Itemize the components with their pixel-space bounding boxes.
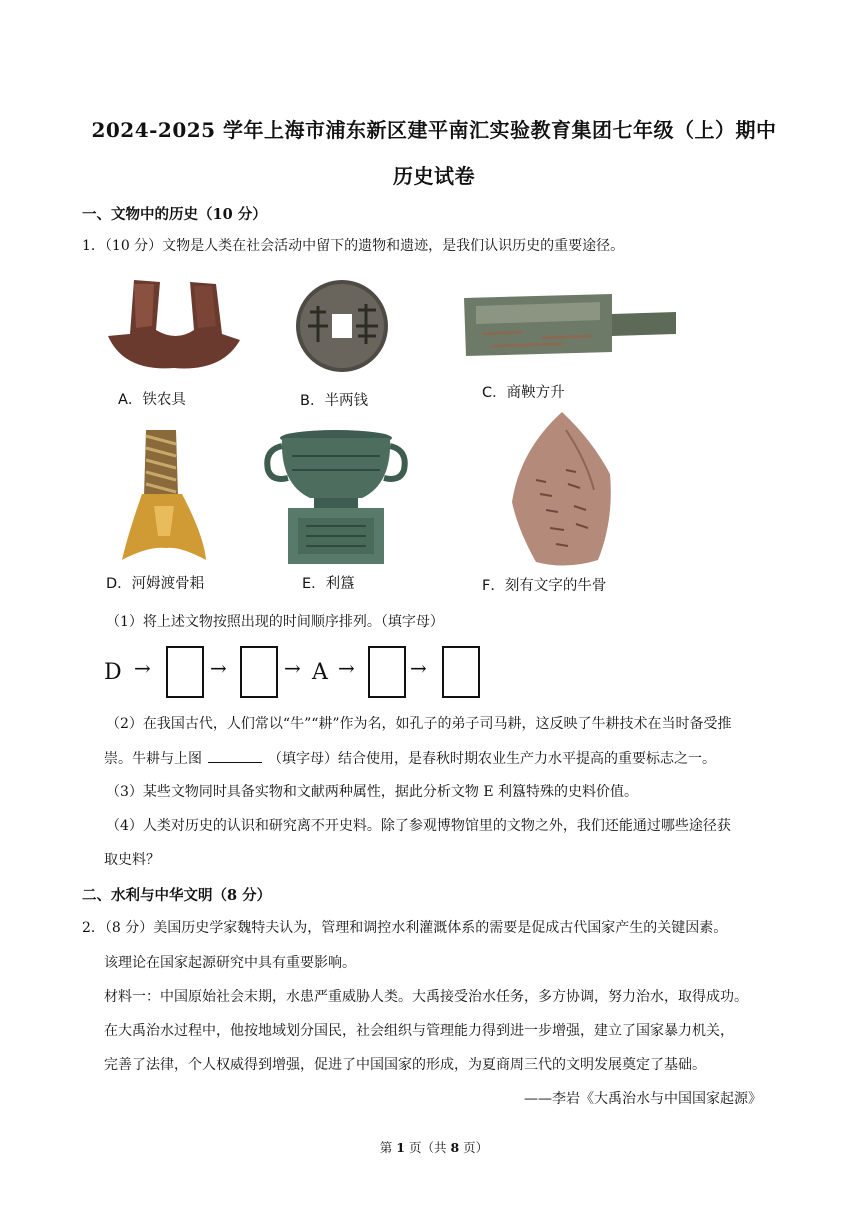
exam-title-line2: 历史试卷 [393,164,475,188]
footer-middle: 页（共 [408,1140,447,1155]
arrow-icon: → [284,656,301,680]
answer-box-3[interactable] [368,646,406,698]
question-1-intro: 1．（10 分）文物是人类在社会活动中留下的遗物和遗迹，是我们认识历史的重要途径。 [82,238,625,254]
footer-prefix: 第 [379,1140,393,1155]
section-2-heading: 二、水利与中华文明（8 分） [82,887,272,904]
answer-box-2[interactable] [240,646,278,698]
question-1-part-2-line1: （2）在我国古代，人们常以“牛”“耕”作为名，如孔子的弟子司马耕，这反映了牛耕技术在当时备受推 [106,716,732,732]
question-1-part-2-text-a: 崇。牛耕与上图 [104,751,202,767]
arrow-icon: → [338,656,355,680]
answer-box-1[interactable] [166,646,204,698]
section-1-heading: 一、文物中的历史（10 分） [82,206,267,223]
question-1-part-2-line2 [104,748,716,769]
sequence-middle-letter: A [312,660,328,685]
square-measure-image [462,290,678,360]
arrow-icon: → [134,656,151,680]
bronze-gui-image [262,426,410,566]
oracle-bone-image [506,410,616,570]
caption-e: E．利簋 [302,576,355,592]
page-footer [0,1138,868,1156]
caption-d: D．河姆渡骨耜 [106,576,205,592]
question-1-part-4-line1: （4）人类对历史的认识和研究离不开史料。除了参观博物馆里的文物之外，我们还能通过哪些途径获 [106,818,731,834]
caption-b: B．半两钱 [300,393,368,409]
footer-suffix: 页） [463,1140,489,1155]
caption-c: C．商鞅方升 [482,385,565,401]
caption-a: A．铁农具 [118,392,186,408]
exam-title-line1: 2024-2025 学年上海市浦东新区建平南汇实验教育集团七年级（上）期中 [91,118,777,142]
answer-box-4[interactable] [442,646,480,698]
fill-blank[interactable] [208,748,262,763]
question-1-part-1: （1）将上述文物按照出现的时间顺序排列。（填字母） [106,614,444,630]
question-1-part-4-line2: 取史料？ [104,852,160,868]
bone-spade-image [120,426,210,564]
question-2-line1: 2．（8 分）美国历史学家魏特夫认为，管理和调控水利灌溉体系的需要是促成古代国家产生的关键因素。 [82,920,728,936]
iron-tool-image [104,276,244,376]
material-1-line1: 材料一：中国原始社会末期，水患严重威胁人类。大禹接受治水任务，多方协调，努力治水，取得成功。 [104,989,748,1005]
material-1-source: ——李岩《大禹治水与中国国家起源》 [524,1091,762,1107]
ordering-sequence [104,646,504,698]
footer-total-pages: 8 [450,1140,460,1155]
caption-f: F．刻有文字的牛骨 [482,578,607,594]
material-1-line2: 在大禹治水过程中，他按地域划分国民，社会组织与管理能力得到进一步增强，建立了国家暴力机关， [104,1023,734,1039]
arrow-icon: → [410,656,427,680]
coin-image [292,276,392,376]
question-2-line2: 该理论在国家起源研究中具有重要影响。 [104,955,356,971]
question-1-part-2-text-b: （填字母）结合使用，是春秋时期农业生产力水平提高的重要标志之一。 [268,751,716,767]
question-1-part-3: （3）某些文物同时具备实物和文献两种属性，据此分析文物 E 利簋特殊的史料价值。 [106,784,639,800]
material-1-line3: 完善了法律，个人权威得到增强，促进了中国国家的形成，为夏商周三代的文明发展奠定了基础。 [104,1057,706,1073]
arrow-icon: → [210,656,227,680]
footer-page-number: 1 [396,1140,405,1155]
sequence-start-letter: D [104,660,122,685]
